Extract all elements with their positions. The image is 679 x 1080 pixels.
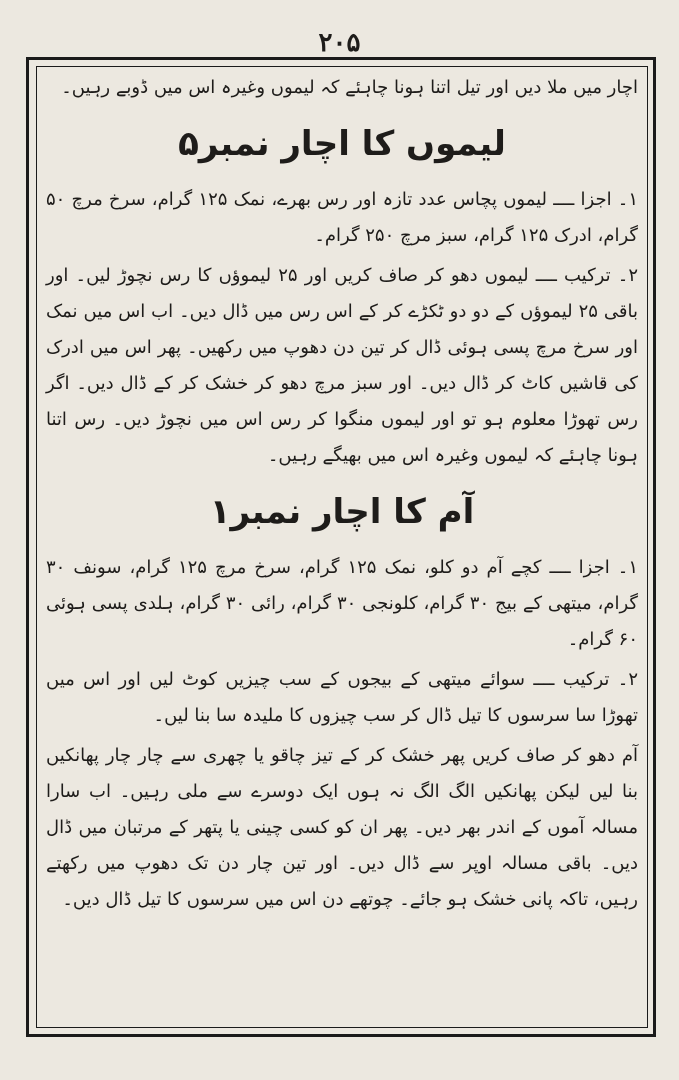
intro-paragraph: اچار میں ملا دیں اور تیل اتنا ہونا چاہئے کہ لیموں وغیرہ اس میں ڈوبے رہیں۔ <box>61 77 638 98</box>
page-number: ۲۰۵ <box>318 28 361 58</box>
recipe1-ingredients: ۱۔ اجزا ــــ لیموں پچاس عدد تازہ اور رس بھرے، نمک ۱۲۵ گرام، سرخ مرچ ۵۰ گرام، ادرک ۱۲۵ گرام، سبز مرچ ۲۵۰ گرام۔ <box>46 189 638 246</box>
page-content <box>46 70 638 1020</box>
recipe2-method-continued: آم دھو کر صاف کریں پھر خشک کر کے تیز چاقو یا چھری سے چار چار پھانکیں بنا لیں لیکن پھانکیں الگ الگ نہ ہوں ایک دوسرے سے ملی رہیں۔ اب سارا مسالہ آموں کے اندر بھر دیں۔ پھر ان کو کسی چینی یا پتھر کے مرتبان میں ڈال دیں۔ باقی مسالہ اوپر سے ڈال دیں۔ اور تین چار دن تک دھوپ میں رکھتے رہیں، تاکہ پانی خشک ہو جائے۔ چوتھے دن اس میں سرسوں کا تیل ڈال دیں۔ <box>46 745 638 910</box>
recipe1-method: ۲۔ ترکیب ــــ لیموں دھو کر صاف کریں اور ۲۵ لیموؤں کا رس نچوڑ لیں۔ اور باقی ۲۵ لیموؤں کے دو دو ٹکڑے کر کے اس رس میں ڈال دیں۔ اب اس میں نمک اور سرخ مرچ پسی ہوئی ڈال کر تین دن دھوپ میں رکھیں۔ پھر اس میں ادرک کی قاشیں کاٹ کر ڈال دیں۔ اور سبز مرچ دھو کر خشک کر کے ڈال دیں۔ اگر رس تھوڑا معلوم ہو تو اور لیموں منگوا کر رس اس میں نچوڑ دیں۔ رس اتنا ہونا چاہئے کہ لیموں وغیرہ اس میں بھیگے رہیں۔ <box>46 265 638 466</box>
recipe-title-lemon-pickle: لیموں کا اچار نمبر۵ <box>178 124 506 164</box>
recipe2-ingredients: ۱۔ اجزا ــــ کچے آم دو کلو، نمک ۱۲۵ گرام، سرخ مرچ ۱۲۵ گرام، سونف ۳۰ گرام، میتھی کے بیج ۳۰ گرام، کلونجی ۳۰ گرام، رائی ۳۰ گرام، ہلدی پسی ہوئی ۶۰ گرام۔ <box>46 557 638 650</box>
recipe2-method-step: ۲۔ ترکیب ــــ سوائے میتھی کے بیجوں کے سب چیزیں کوٹ لیں اور اس میں تھوڑا سا سرسوں کا تیل ڈال کر سب چیزوں کا ملیدہ سا بنا لیں۔ <box>46 669 638 726</box>
recipe-title-mango-pickle: آم کا اچار نمبر۱ <box>209 492 475 532</box>
